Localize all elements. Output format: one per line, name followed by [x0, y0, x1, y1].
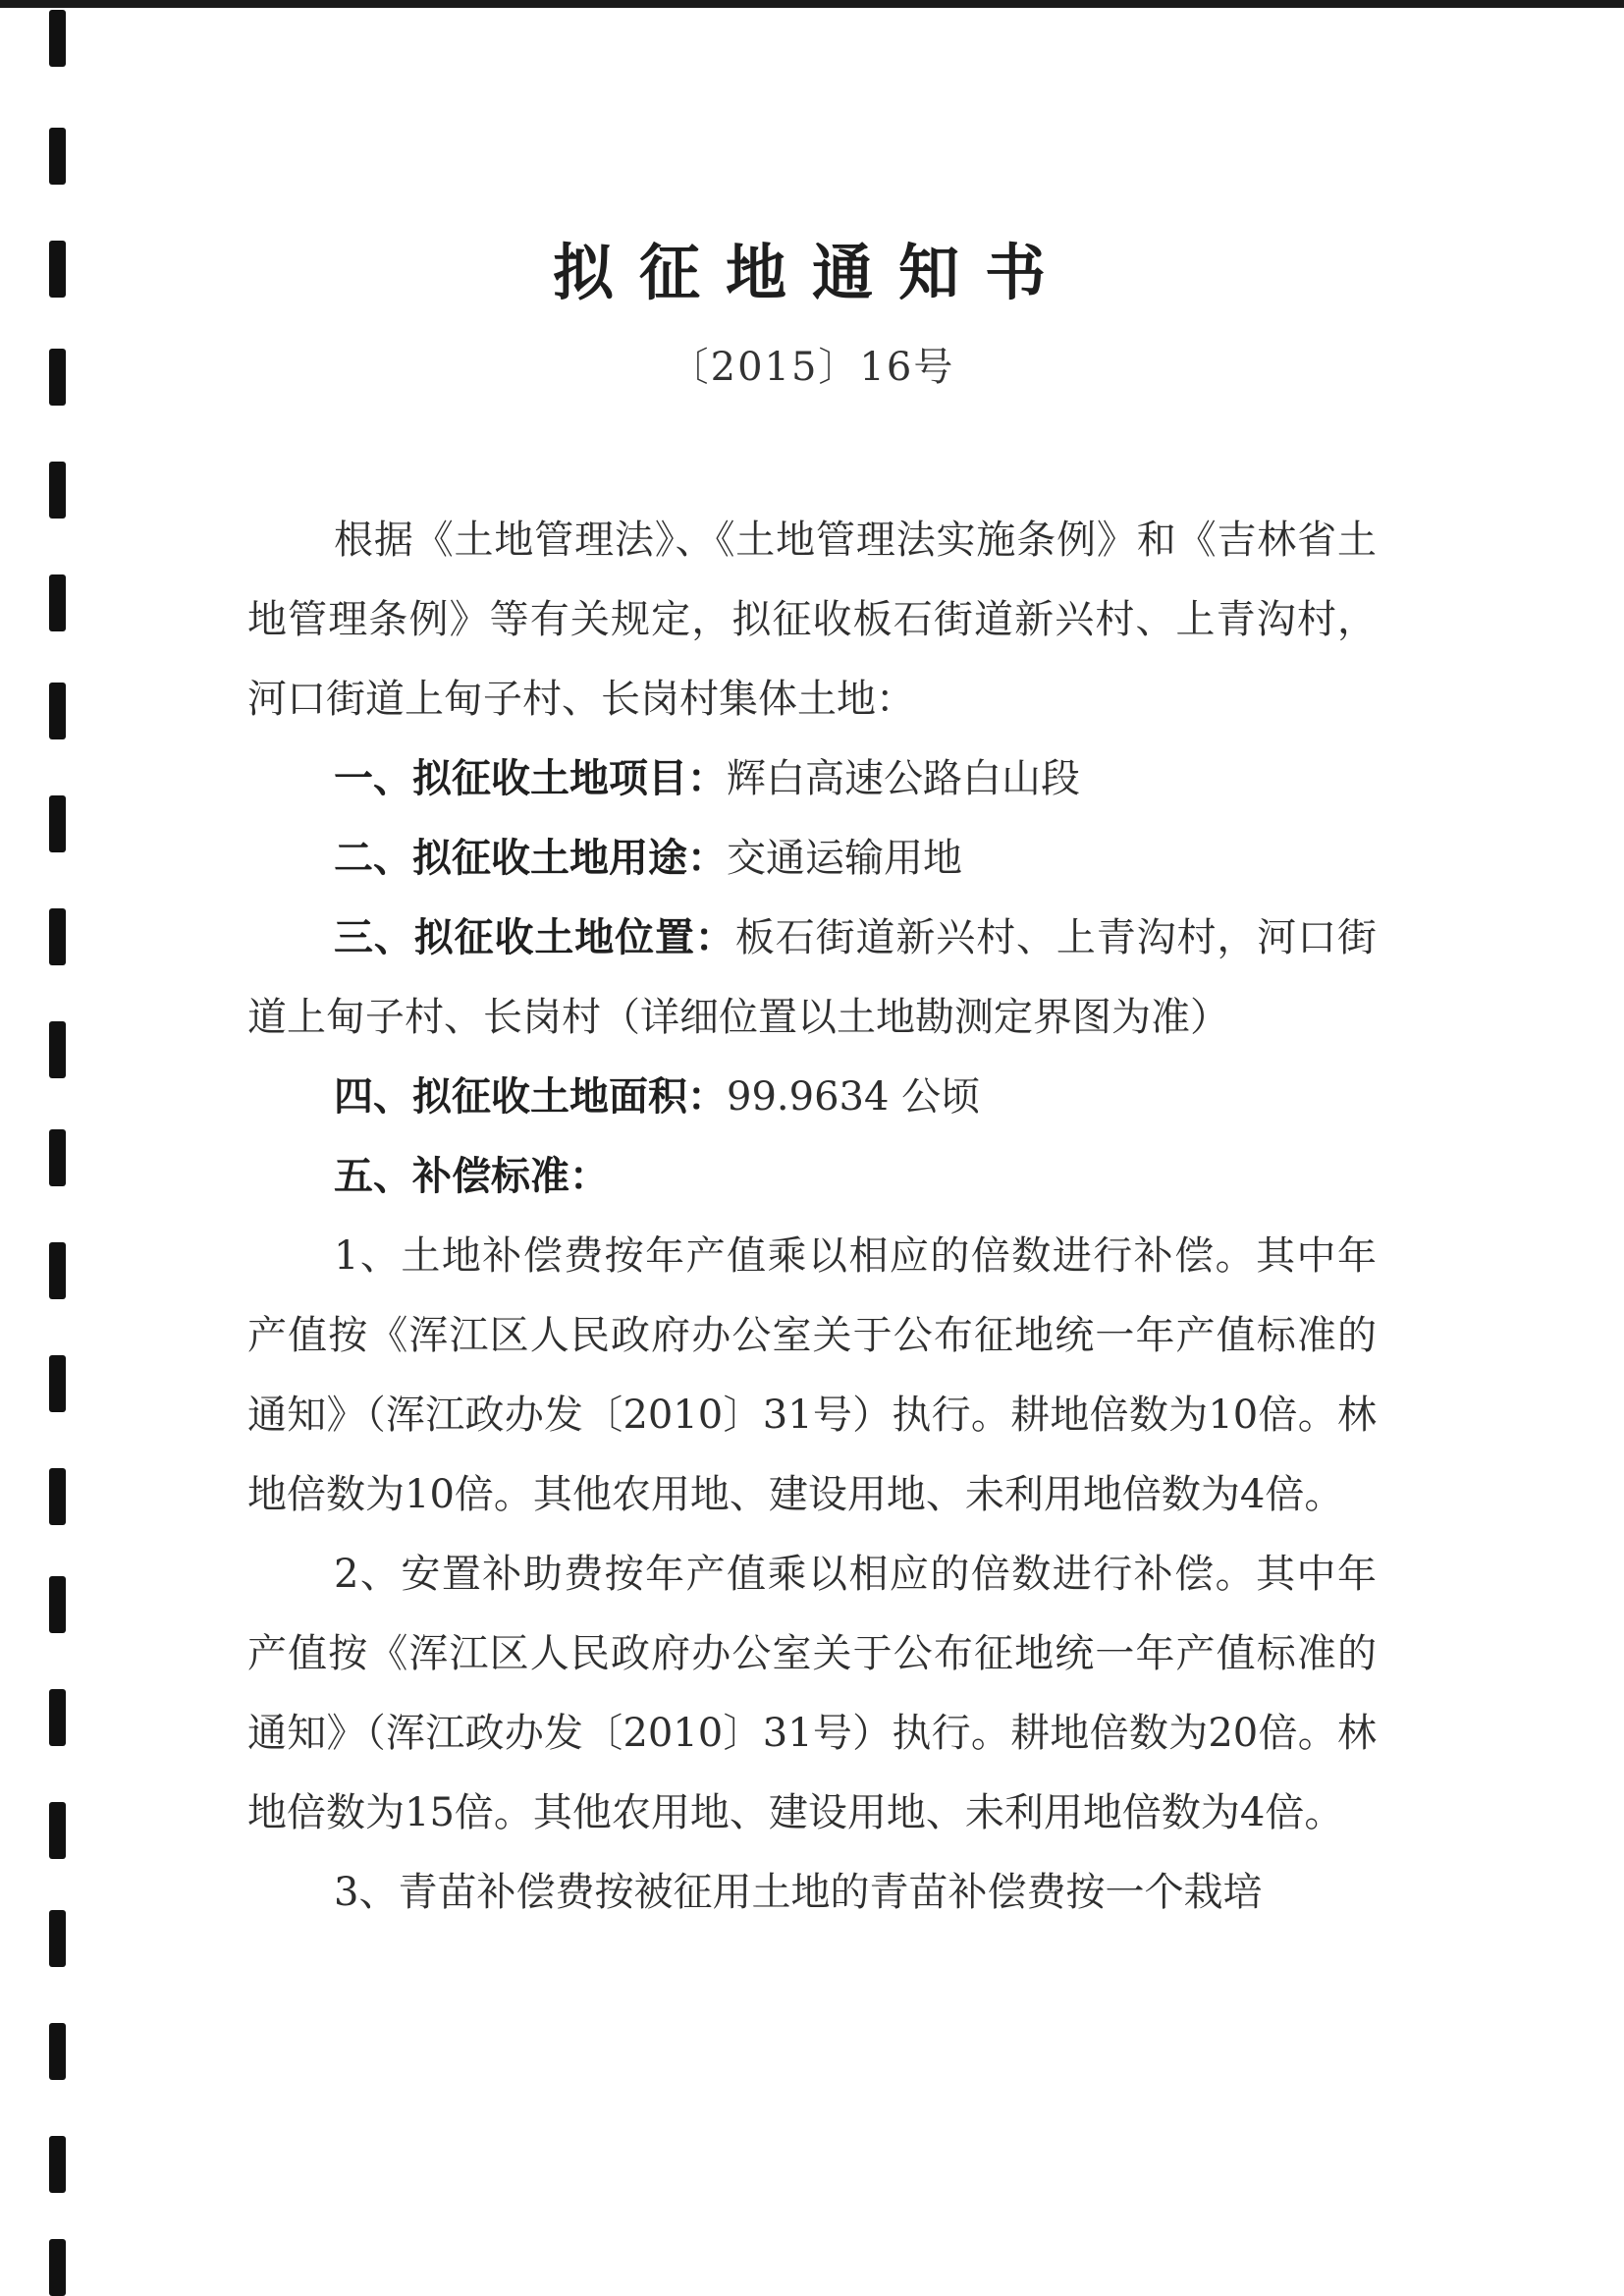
- compensation-item: 2、安置补助费按年产值乘以相应的倍数进行补偿。其中年产值按《浑江区人民政府办公室关于公布征地统一年产值标准的通知》（浑江政办发〔2010〕31号）执行。耕地倍数为20倍。林地倍数为15倍。其他农用地、建设用地、未利用地倍数为4倍。: [247, 1552, 1377, 1835]
- section-compensation: [247, 1137, 1377, 1217]
- section-area: [247, 1058, 1377, 1137]
- section-label: 三、拟征收土地位置：: [334, 915, 735, 960]
- section-label: 二、拟征收土地用途：: [334, 836, 727, 881]
- binding-hole: [49, 908, 66, 965]
- compensation-item: 3、青苗补偿费按被征用土地的青苗补偿费按一个栽培: [334, 1870, 1263, 1915]
- section-value: 99.9634 公顷: [727, 1074, 981, 1120]
- section-value: 辉白高速公路白山段: [727, 756, 1080, 801]
- scan-top-border: [0, 0, 1624, 8]
- section-label: 四、拟征收土地面积：: [334, 1074, 727, 1120]
- intro-paragraph: 根据《土地管理法》、《土地管理法实施条例》和《吉林省土地管理条例》等有关规定，拟征收板石街道新兴村、上青沟村，河口街道上甸子村、长岗村集体土地：: [247, 518, 1377, 722]
- binding-hole: [49, 1468, 66, 1525]
- binding-hole: [49, 1021, 66, 1078]
- binding-hole: [49, 2239, 66, 2296]
- section-project: [247, 739, 1377, 819]
- section-value: 板石街道新兴村、上青沟村，河口街道上甸子村、长岗村（详细位置以土地勘测定界图为准）: [247, 915, 1378, 1040]
- binding-hole: [49, 10, 66, 67]
- document-title: 拟征地通知书: [552, 237, 1071, 308]
- section-use: [247, 819, 1377, 899]
- binding-hole: [49, 574, 66, 631]
- section-location: [247, 899, 1377, 1058]
- binding-hole: [49, 795, 66, 852]
- section-label: 一、拟征收土地项目：: [334, 756, 727, 801]
- binding-hole: [49, 1802, 66, 1859]
- section-value: 交通运输用地: [727, 836, 962, 881]
- compensation-item: 1、土地补偿费按年产值乘以相应的倍数进行补偿。其中年产值按《浑江区人民政府办公室关于公布征地统一年产值标准的通知》（浑江政办发〔2010〕31号）执行。耕地倍数为10倍。林地倍数为10倍。其他农用地、建设用地、未利用地倍数为4倍。: [247, 1233, 1377, 1517]
- binding-hole: [49, 2136, 66, 2193]
- binding-hole: [49, 462, 66, 519]
- binding-hole: [49, 1355, 66, 1412]
- section-label: 五、补偿标准：: [334, 1154, 609, 1199]
- binding-hole: [49, 1576, 66, 1633]
- binding-hole: [49, 683, 66, 739]
- binding-hole: [49, 1242, 66, 1299]
- binding-hole: [49, 1689, 66, 1746]
- document-body: [247, 501, 1377, 1933]
- binding-hole: [49, 128, 66, 185]
- binding-hole: [49, 1910, 66, 1967]
- document-number: 〔2015〕16号: [669, 345, 955, 390]
- binding-hole: [49, 2023, 66, 2080]
- binding-hole: [49, 1129, 66, 1186]
